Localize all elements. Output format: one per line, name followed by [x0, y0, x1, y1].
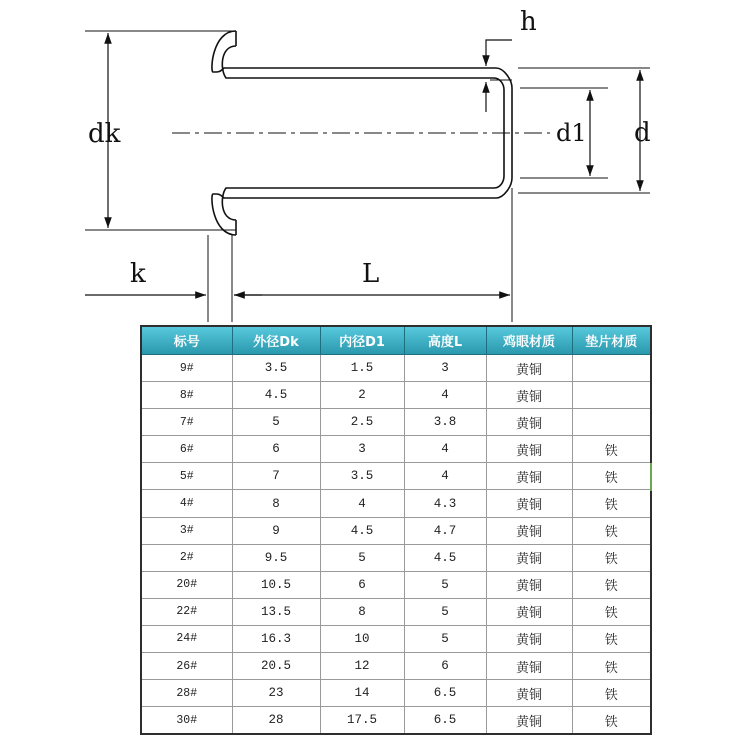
height-cell: 6.5 — [404, 707, 486, 735]
size-code-cell: 20# — [141, 571, 232, 598]
header-size-code: 标号 — [141, 326, 232, 355]
washer-material-cell: 铁 — [572, 436, 651, 463]
size-code-cell: 3# — [141, 517, 232, 544]
inner-diameter-cell: 2 — [320, 382, 404, 409]
outer-diameter-cell: 9 — [232, 517, 320, 544]
outer-diameter-cell: 10.5 — [232, 571, 320, 598]
height-cell: 5 — [404, 598, 486, 625]
inner-diameter-cell: 10 — [320, 625, 404, 652]
washer-material-cell — [572, 409, 651, 436]
inner-diameter-cell: 3 — [320, 436, 404, 463]
header-eyelet-material: 鸡眼材质 — [486, 326, 572, 355]
dk-label: dk — [88, 119, 121, 149]
k-label: k — [130, 259, 146, 289]
height-cell: 3.8 — [404, 409, 486, 436]
eyelet-material-cell: 黄铜 — [486, 598, 572, 625]
eyelet-material-cell: 黄铜 — [486, 463, 572, 490]
size-code-cell: 30# — [141, 707, 232, 735]
inner-diameter-cell: 5 — [320, 544, 404, 571]
outer-diameter-cell: 7 — [232, 463, 320, 490]
height-cell: 4.3 — [404, 490, 486, 517]
header-washer-material: 垫片材质 — [572, 326, 651, 355]
height-cell: 3 — [404, 355, 486, 382]
inner-diameter-cell: 4 — [320, 490, 404, 517]
height-cell: 4 — [404, 382, 486, 409]
height-cell: 6 — [404, 653, 486, 680]
eyelet-dimension-drawing — [0, 0, 750, 325]
h-label: h — [520, 7, 537, 37]
eyelet-material-cell: 黄铜 — [486, 409, 572, 436]
outer-diameter-cell: 20.5 — [232, 653, 320, 680]
washer-material-cell — [572, 382, 651, 409]
table-row — [141, 355, 651, 382]
table-row — [141, 409, 651, 436]
size-code-cell: 2# — [141, 544, 232, 571]
inner-diameter-cell: 2.5 — [320, 409, 404, 436]
size-code-cell: 26# — [141, 653, 232, 680]
washer-material-cell: 铁 — [572, 571, 651, 598]
washer-material-cell: 铁 — [572, 680, 651, 707]
table-row — [141, 490, 651, 517]
L-label: L — [362, 259, 380, 289]
inner-diameter-cell: 3.5 — [320, 463, 404, 490]
size-code-cell: 8# — [141, 382, 232, 409]
inner-diameter-cell: 1.5 — [320, 355, 404, 382]
outer-diameter-cell: 9.5 — [232, 544, 320, 571]
inner-diameter-cell: 12 — [320, 653, 404, 680]
table-row — [141, 625, 651, 652]
size-code-cell: 24# — [141, 625, 232, 652]
height-cell: 5 — [404, 625, 486, 652]
height-cell: 4 — [404, 463, 486, 490]
washer-material-cell: 铁 — [572, 598, 651, 625]
table-row — [141, 571, 651, 598]
size-code-cell: 5# — [141, 463, 232, 490]
outer-diameter-cell: 5 — [232, 409, 320, 436]
table-row — [141, 436, 651, 463]
eyelet-material-cell: 黄铜 — [486, 544, 572, 571]
outer-diameter-cell: 28 — [232, 707, 320, 735]
washer-material-cell: 铁 — [572, 625, 651, 652]
eyelet-material-cell: 黄铜 — [486, 355, 572, 382]
outer-diameter-cell: 8 — [232, 490, 320, 517]
header-inner-diameter: 内径D1 — [320, 326, 404, 355]
height-cell: 6.5 — [404, 680, 486, 707]
eyelet-material-cell: 黄铜 — [486, 517, 572, 544]
washer-material-cell: 铁 — [572, 707, 651, 735]
size-code-cell: 22# — [141, 598, 232, 625]
table-row — [141, 517, 651, 544]
outer-diameter-cell: 4.5 — [232, 382, 320, 409]
d-label: d — [634, 118, 651, 148]
table-row — [141, 707, 651, 735]
eyelet-material-cell: 黄铜 — [486, 571, 572, 598]
table-row — [141, 382, 651, 409]
inner-diameter-cell: 17.5 — [320, 707, 404, 735]
size-code-cell: 9# — [141, 355, 232, 382]
eyelet-material-cell: 黄铜 — [486, 653, 572, 680]
outer-diameter-cell: 23 — [232, 680, 320, 707]
edge-mark — [650, 463, 652, 491]
height-cell: 5 — [404, 571, 486, 598]
table-body — [141, 355, 651, 735]
table-row — [141, 463, 651, 490]
eyelet-material-cell: 黄铜 — [486, 382, 572, 409]
eyelet-material-cell: 黄铜 — [486, 625, 572, 652]
outer-diameter-cell: 13.5 — [232, 598, 320, 625]
inner-diameter-cell: 4.5 — [320, 517, 404, 544]
washer-material-cell: 铁 — [572, 463, 651, 490]
size-code-cell: 7# — [141, 409, 232, 436]
outer-diameter-cell: 6 — [232, 436, 320, 463]
h-leader-line — [486, 40, 512, 66]
washer-material-cell: 铁 — [572, 490, 651, 517]
table-row — [141, 598, 651, 625]
washer-material-cell — [572, 355, 651, 382]
eyelet-material-cell: 黄铜 — [486, 707, 572, 735]
inner-diameter-cell: 6 — [320, 571, 404, 598]
washer-material-cell: 铁 — [572, 517, 651, 544]
height-cell: 4 — [404, 436, 486, 463]
inner-diameter-cell: 8 — [320, 598, 404, 625]
inner-diameter-cell: 14 — [320, 680, 404, 707]
height-cell: 4.5 — [404, 544, 486, 571]
eyelet-material-cell: 黄铜 — [486, 680, 572, 707]
table-row — [141, 544, 651, 571]
table-row — [141, 653, 651, 680]
table-header-row — [141, 326, 651, 355]
washer-material-cell: 铁 — [572, 544, 651, 571]
height-cell: 4.7 — [404, 517, 486, 544]
table-row — [141, 680, 651, 707]
outer-diameter-cell: 16.3 — [232, 625, 320, 652]
header-height: 高度L — [404, 326, 486, 355]
eyelet-material-cell: 黄铜 — [486, 490, 572, 517]
size-code-cell: 28# — [141, 680, 232, 707]
size-code-cell: 6# — [141, 436, 232, 463]
header-outer-diameter: 外径Dk — [232, 326, 320, 355]
d1-label: d1 — [556, 119, 587, 147]
eyelet-material-cell: 黄铜 — [486, 436, 572, 463]
spec-table — [140, 325, 652, 735]
outer-diameter-cell: 3.5 — [232, 355, 320, 382]
washer-material-cell: 铁 — [572, 653, 651, 680]
size-code-cell: 4# — [141, 490, 232, 517]
